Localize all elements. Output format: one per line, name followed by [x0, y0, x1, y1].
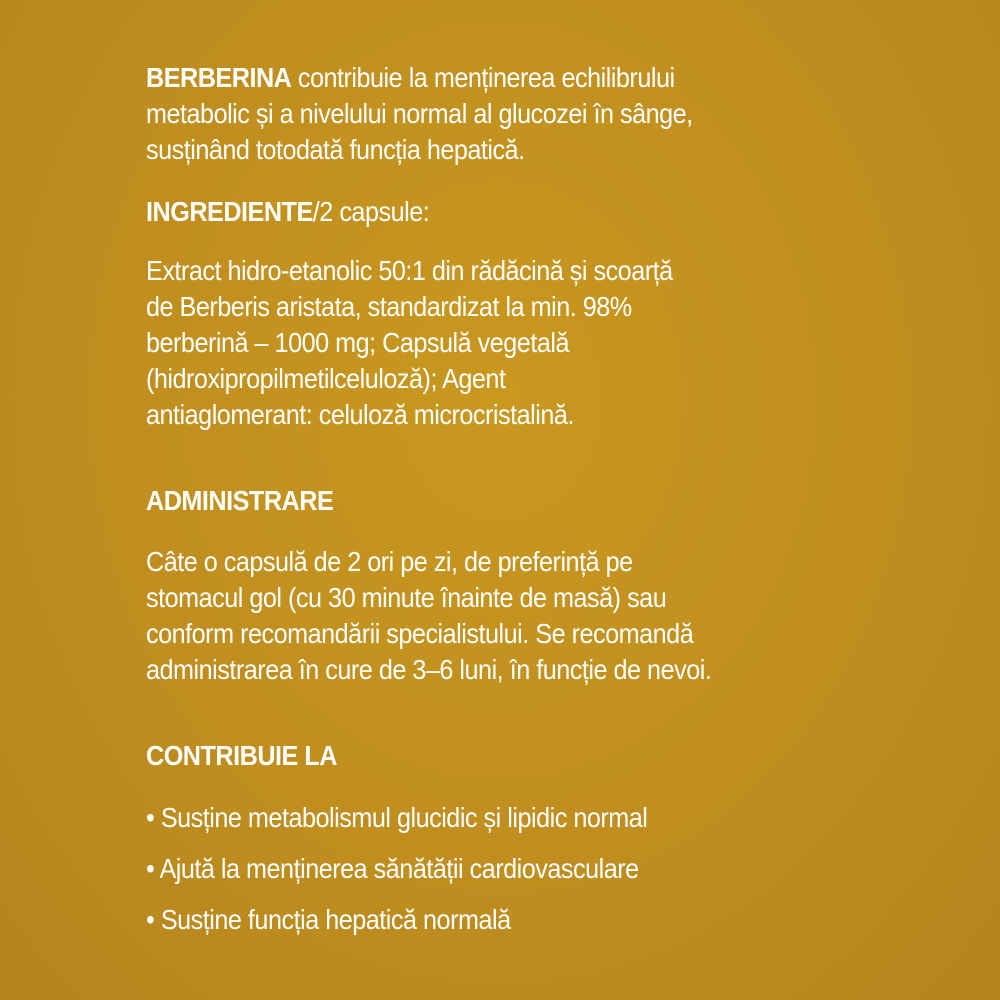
administration-line-2: stomacul gol (cu 30 minute înainte de masă) sau: [146, 582, 667, 613]
benefits-heading: CONTRIBUIE LA: [146, 740, 337, 771]
ingredients-line-1: Extract hidro-etanolic 50:1 din rădăcină și scoarță: [146, 255, 673, 286]
ingredients-title: INGREDIENTE: [146, 196, 313, 227]
benefit-item: • Susține funcția hepatică normală: [146, 904, 511, 935]
brand-name: BERBERINA: [146, 62, 292, 93]
benefit-item: • Ajută la menținerea sănătății cardiovasculare: [146, 853, 639, 884]
administration-section: [146, 483, 794, 688]
administration-line-4: administrarea în cure de 3–6 luni, în funcție de nevoi.: [146, 654, 712, 685]
ingredients-line-3: berberină – 1000 mg; Capsulă vegetală: [146, 327, 569, 358]
benefits-section: [146, 738, 794, 945]
intro-section: [146, 60, 794, 168]
ingredients-line-5: antiaglomerant: celuloză microcristalină.: [146, 399, 574, 430]
ingredients-line-4: (hidroxipropilmetilceluloză); Agent: [146, 363, 506, 394]
product-info-text: [146, 60, 794, 945]
intro-text-1: contribuie la menținerea echilibrului: [291, 62, 675, 93]
ingredients-line-2: de Berberis aristata, standardizat la min. 98%: [146, 291, 632, 322]
ingredients-section: [146, 194, 794, 433]
benefit-item: • Susține metabolismul glucidic și lipidic normal: [146, 802, 648, 833]
ingredients-suffix: /2 capsule:: [312, 196, 430, 227]
intro-line-2: metabolic și a nivelului normal al glucozei în sânge,: [146, 98, 693, 129]
administration-line-1: Câte o capsulă de 2 ori pe zi, de preferință pe: [146, 546, 633, 577]
intro-line-1: [146, 60, 794, 96]
ingredients-heading: [146, 194, 794, 230]
administration-line-3: conform recomandării specialistului. Se recomandă: [146, 618, 694, 649]
benefits-list: [146, 792, 794, 945]
administration-heading: ADMINISTRARE: [146, 485, 334, 516]
intro-line-3: susținând totodată funcția hepatică.: [146, 134, 525, 165]
